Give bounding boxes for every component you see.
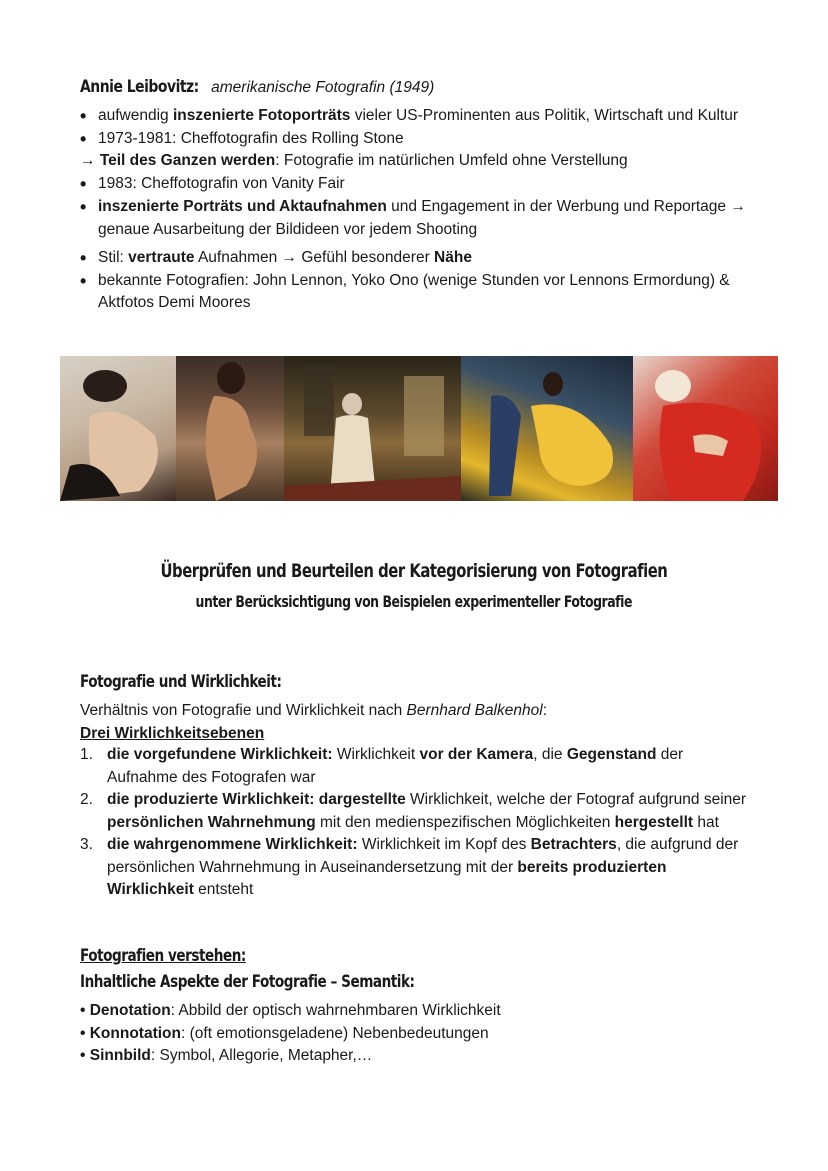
- semantics-item: • Konnotation: (oft emotionsgeladene) Nebenbedeutungen: [80, 1024, 489, 1042]
- bio-item: • Stil: vertraute Aufnahmen → Gefühl besonderer Nähe: [80, 247, 760, 270]
- reality-subheading: Drei Wirklichkeitsebenen: [80, 724, 265, 742]
- reality-heading: Fotografie und Wirklichkeit:: [80, 672, 282, 692]
- bio-item: • 1973-1981: Cheffotografin des Rolling Stone: [80, 128, 760, 151]
- photo-queen: [284, 356, 461, 501]
- semantics-item: • Sinnbild: Symbol, Allegorie, Metapher,…: [80, 1047, 373, 1064]
- bio-item: • inszenierte Porträts und Aktaufnahmen und Engagement in der Werbung und Reportage → genaue Ausarbeitung der Bildideen vor jedem Shooting: [80, 196, 760, 241]
- semantics-list: [80, 1000, 760, 1068]
- artist-role: amerikanische Fotografin (1949): [211, 79, 435, 96]
- reality-levels: [80, 744, 750, 902]
- photo-lennon-ono: [60, 356, 176, 501]
- level-item: 2. die produzierte Wirklichkeit: dargestellte Wirklichkeit, welche der Fotograf aufgrund seiner persönlichen Wahrnehmung mit den medienspezifischen Möglichkeiten hergestellt hat: [80, 791, 747, 831]
- photo-demi-moore: [176, 356, 284, 501]
- section-subtitle: unter Berücksichtigung von Beispielen experimenteller Fotografie: [195, 592, 633, 611]
- bio-item: • bekannte Fotografien: John Lennon, Yoko Ono (wenige Stunden vor Lennons Ermordung) & Aktfotos Demi Moores: [80, 270, 760, 315]
- artist-heading: [80, 76, 780, 100]
- bio-list: [80, 105, 760, 315]
- reality-intro: Verhältnis von Fotografie und Wirklichkeit nach Bernhard Balkenhol: Drei Wirklichkeitsebenen: [80, 702, 547, 742]
- bio-item: • aufwendig inszenierte Fotoporträts vieler US-Prominenten aus Politik, Wirtschaft und Kultur: [80, 105, 760, 128]
- bio-item: • 1983: Cheffotografin von Vanity Fair: [80, 173, 760, 196]
- artist-name: Annie Leibovitz:: [80, 77, 199, 97]
- section-title: Überprüfen und Beurteilen der Kategorisierung von Fotografien: [160, 560, 668, 582]
- semantics-item: • Denotation: Abbild der optisch wahrnehmbaren Wirklichkeit: [80, 1002, 501, 1019]
- level-item: 1. die vorgefundene Wirklichkeit: Wirklichkeit vor der Kamera, die Gegenstand der Aufnahme des Fotografen war: [80, 746, 684, 786]
- semantics-heading: Inhaltliche Aspekte der Fotografie – Semantik:: [80, 972, 415, 992]
- photo-lady-gaga: [633, 356, 778, 501]
- photo-strip: [60, 356, 778, 501]
- bio-item: → Teil des Ganzen werden: Fotografie im natürlichen Umfeld ohne Verstellung: [80, 152, 628, 169]
- photo-beauty-beast: [461, 356, 633, 501]
- understanding-heading: Fotografien verstehen:: [80, 946, 246, 966]
- level-item: 3. die wahrgenommene Wirklichkeit: Wirklichkeit im Kopf des Betrachters, die aufgrund der persönlichen Wahrnehmung in Auseinandersetzung mit der bereits produzierten Wirklichkeit entsteht: [80, 836, 739, 898]
